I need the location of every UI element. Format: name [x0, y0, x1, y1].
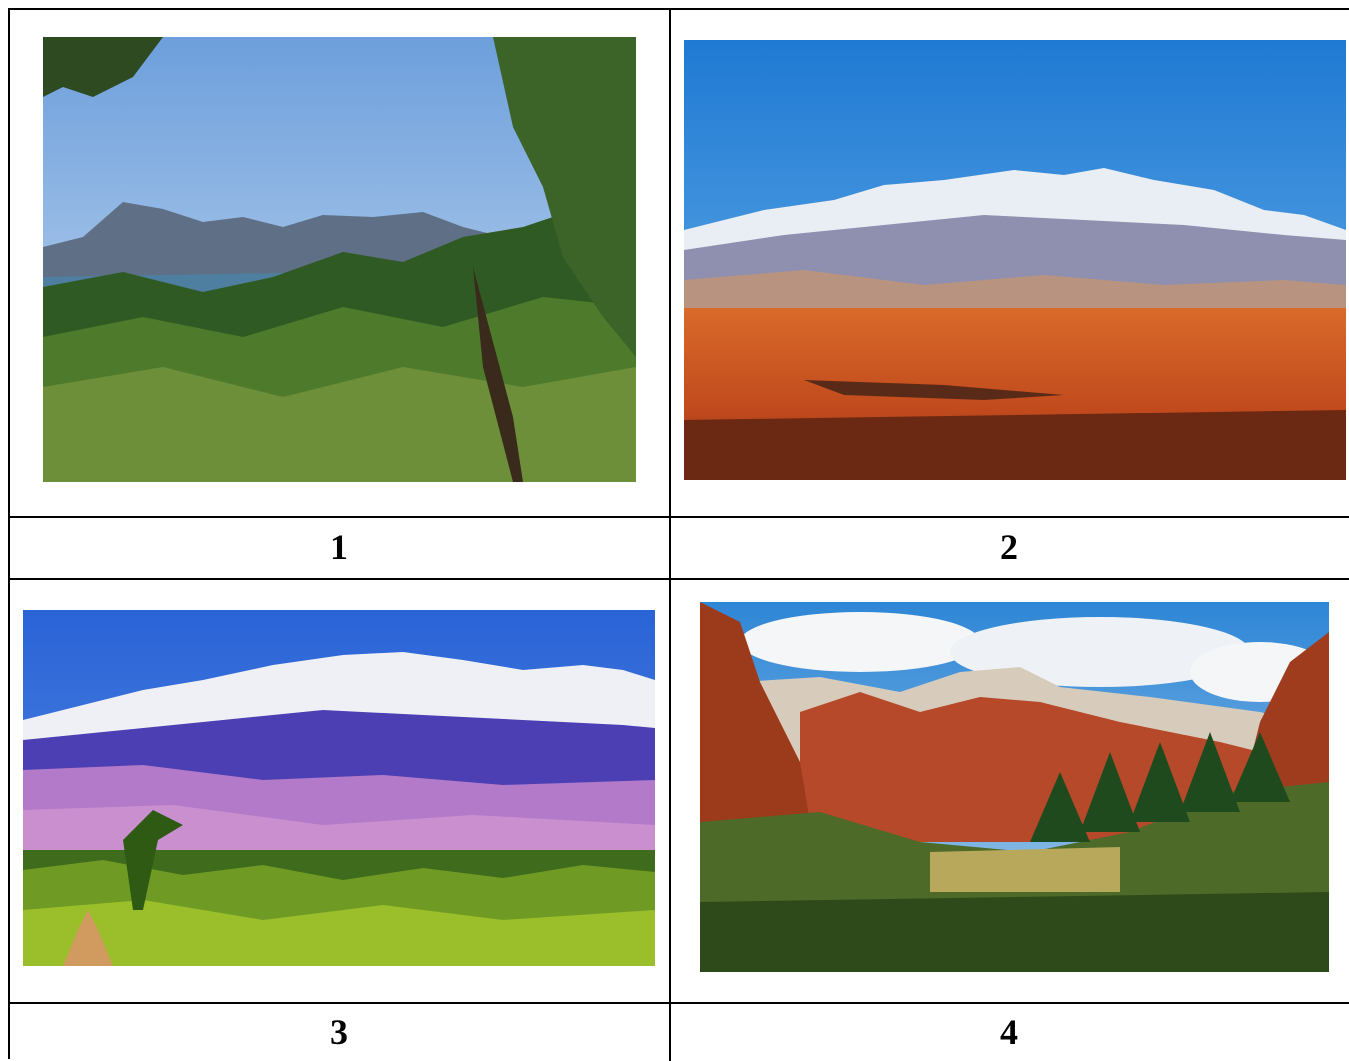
photo-1-forest-bay [43, 37, 636, 482]
row-divider [10, 516, 1349, 518]
row-divider [10, 578, 1349, 580]
cell-label-2: 2 [1000, 527, 1018, 567]
photo-2-desert-mountains [684, 40, 1346, 480]
cell-label-1: 1 [330, 527, 348, 567]
cell-label-4: 4 [1000, 1012, 1018, 1052]
row-divider [10, 1002, 1349, 1004]
cell-label-3: 3 [330, 1012, 348, 1052]
photo-4-red-canyon [700, 602, 1329, 972]
photo-3-oasis-mountains [23, 610, 655, 966]
